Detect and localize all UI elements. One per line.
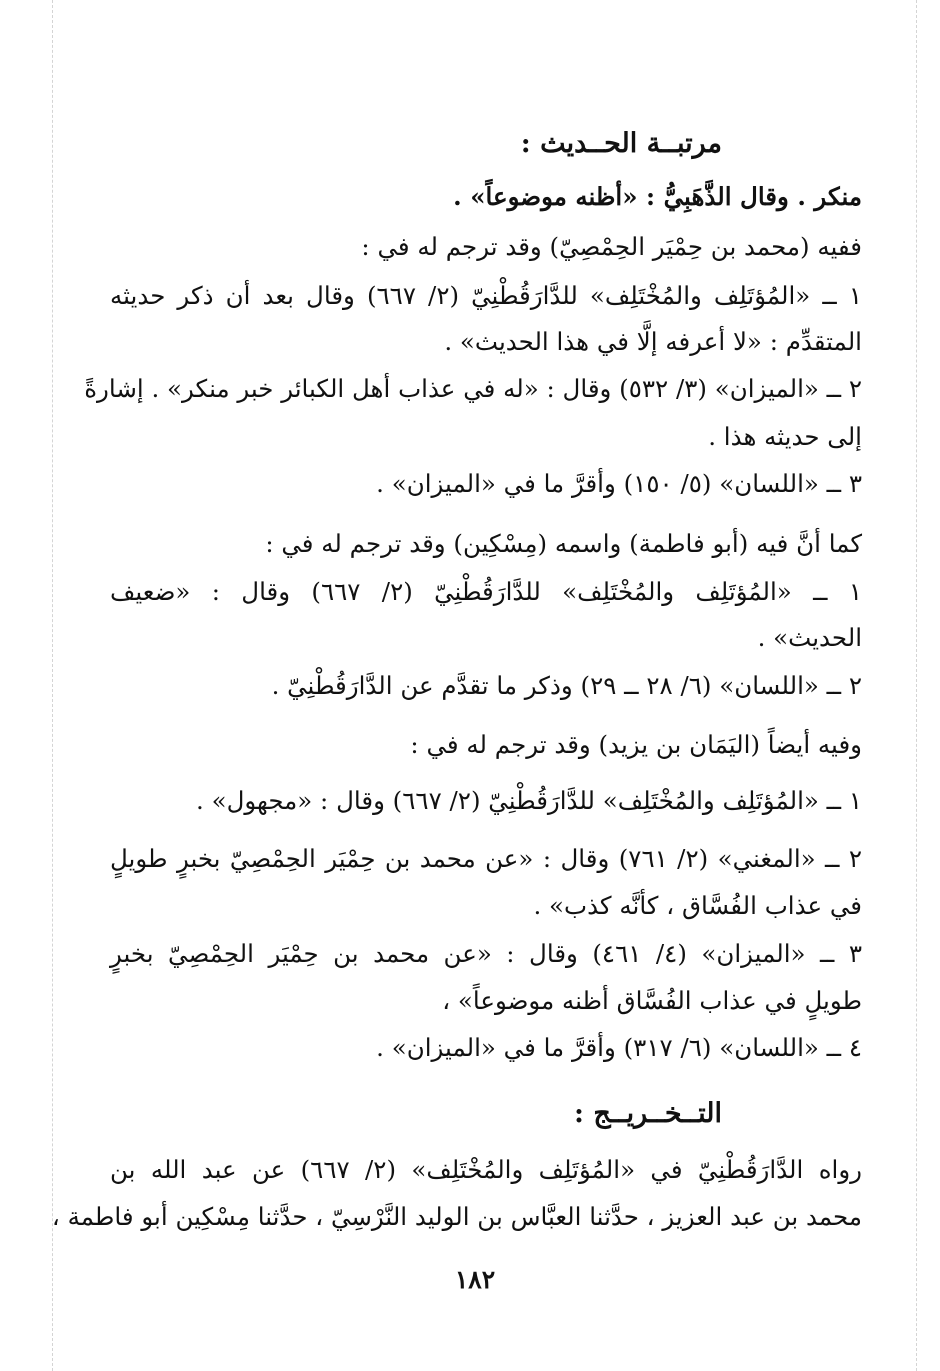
- section-2-intro: كما أنَّ فيه (أبو فاطمة) واسمه (مِسْكِين) وقد ترجم له في :: [265, 529, 862, 558]
- rank-verdict: منكر . وقال الذَّهَبِيُّ : «أظنه موضوعاً» .: [453, 182, 862, 211]
- section-3-item-3-line-1: ٣ ــ «الميزان» (٤/ ٤٦١) وقال : «عن محمد بن حِمْيَر الحِمْصِيّ بخبرٍ: [110, 939, 863, 968]
- scan-guide-line-right: [916, 0, 917, 1371]
- section-1-item-2-line-2: إلى حديثه هذا .: [708, 422, 862, 451]
- section-1-item-3: ٣ ــ «اللسان» (٥/ ١٥٠) وأقرَّ ما في «الميزان» .: [376, 469, 862, 498]
- section-3-item-1: ١ ــ «المُؤتَلِف والمُخْتَلِف» للدَّارَقُطْنِيّ (٢/ ٦٦٧) وقال : «مجهول» .: [196, 786, 862, 815]
- section-3-item-4: ٤ ــ «اللسان» (٦/ ٣١٧) وأقرَّ ما في «الميزان» .: [376, 1033, 862, 1062]
- heading-takhrij: التــخــريــج :: [574, 1098, 722, 1129]
- takhrij-line-1: رواه الدَّارَقُطْنِيّ في «المُؤتَلِف والمُخْتَلِف» (٢/ ٦٦٧) عن عبد الله بن: [110, 1155, 862, 1184]
- section-3-item-2-line-2: في عذاب الفُسَّاق ، كأنَّه كذب» .: [533, 891, 862, 920]
- section-2-item-2: ٢ ــ «اللسان» (٦/ ٢٨ ــ ٢٩) وذكر ما تقدَّم عن الدَّارَقُطْنِيّ .: [271, 671, 862, 700]
- section-1-item-1-line-2: المتقدِّم : «لا أعرفه إلَّا في هذا الحديث» .: [444, 327, 862, 356]
- section-1-item-1-line-1: ١ ــ «المُؤتَلِف والمُخْتَلِف» للدَّارَقُطْنِيّ (٢/ ٦٦٧) وقال بعد أن ذكر حديثه: [110, 281, 862, 310]
- section-1-item-2-line-1: ٢ ــ «الميزان» (٣/ ٥٣٢) وقال : «له في عذاب أهل الكبائر خبر منكر» . إشارةً: [84, 374, 862, 403]
- section-1-intro: ففيه (محمد بن حِمْيَر الحِمْصِيّ) وقد ترجم له في :: [361, 232, 862, 261]
- section-3-intro: وفيه أيضاً (اليَمَان بن يزيد) وقد ترجم له في :: [410, 730, 862, 759]
- section-2-item-1-line-2: الحديث» .: [757, 623, 862, 652]
- takhrij-line-2: محمد بن عبد العزيز ، حدَّثنا العبَّاس بن الوليد النَّرْسِيّ ، حدَّثنا مِسْكِين أبو فاطمة ،: [51, 1202, 862, 1231]
- section-2-item-1-line-1: ١ ــ «المُؤتَلِف والمُخْتَلِف» للدَّارَقُطْنِيّ (٢/ ٦٦٧) وقال : «ضعيف: [110, 577, 862, 606]
- page-number: ١٨٢: [454, 1265, 496, 1294]
- section-3-item-2-line-1: ٢ ــ «المغني» (٢/ ٧٦١) وقال : «عن محمد بن حِمْيَر الحِمْصِيّ بخبرٍ طويلٍ: [110, 844, 862, 873]
- heading-hadith-rank: مرتبــة الحــديث :: [520, 128, 722, 159]
- section-3-item-3-line-2: طويلٍ في عذاب الفُسَّاق أظنه موضوعاً» ،: [442, 986, 862, 1015]
- scan-guide-line-left: [52, 0, 53, 1371]
